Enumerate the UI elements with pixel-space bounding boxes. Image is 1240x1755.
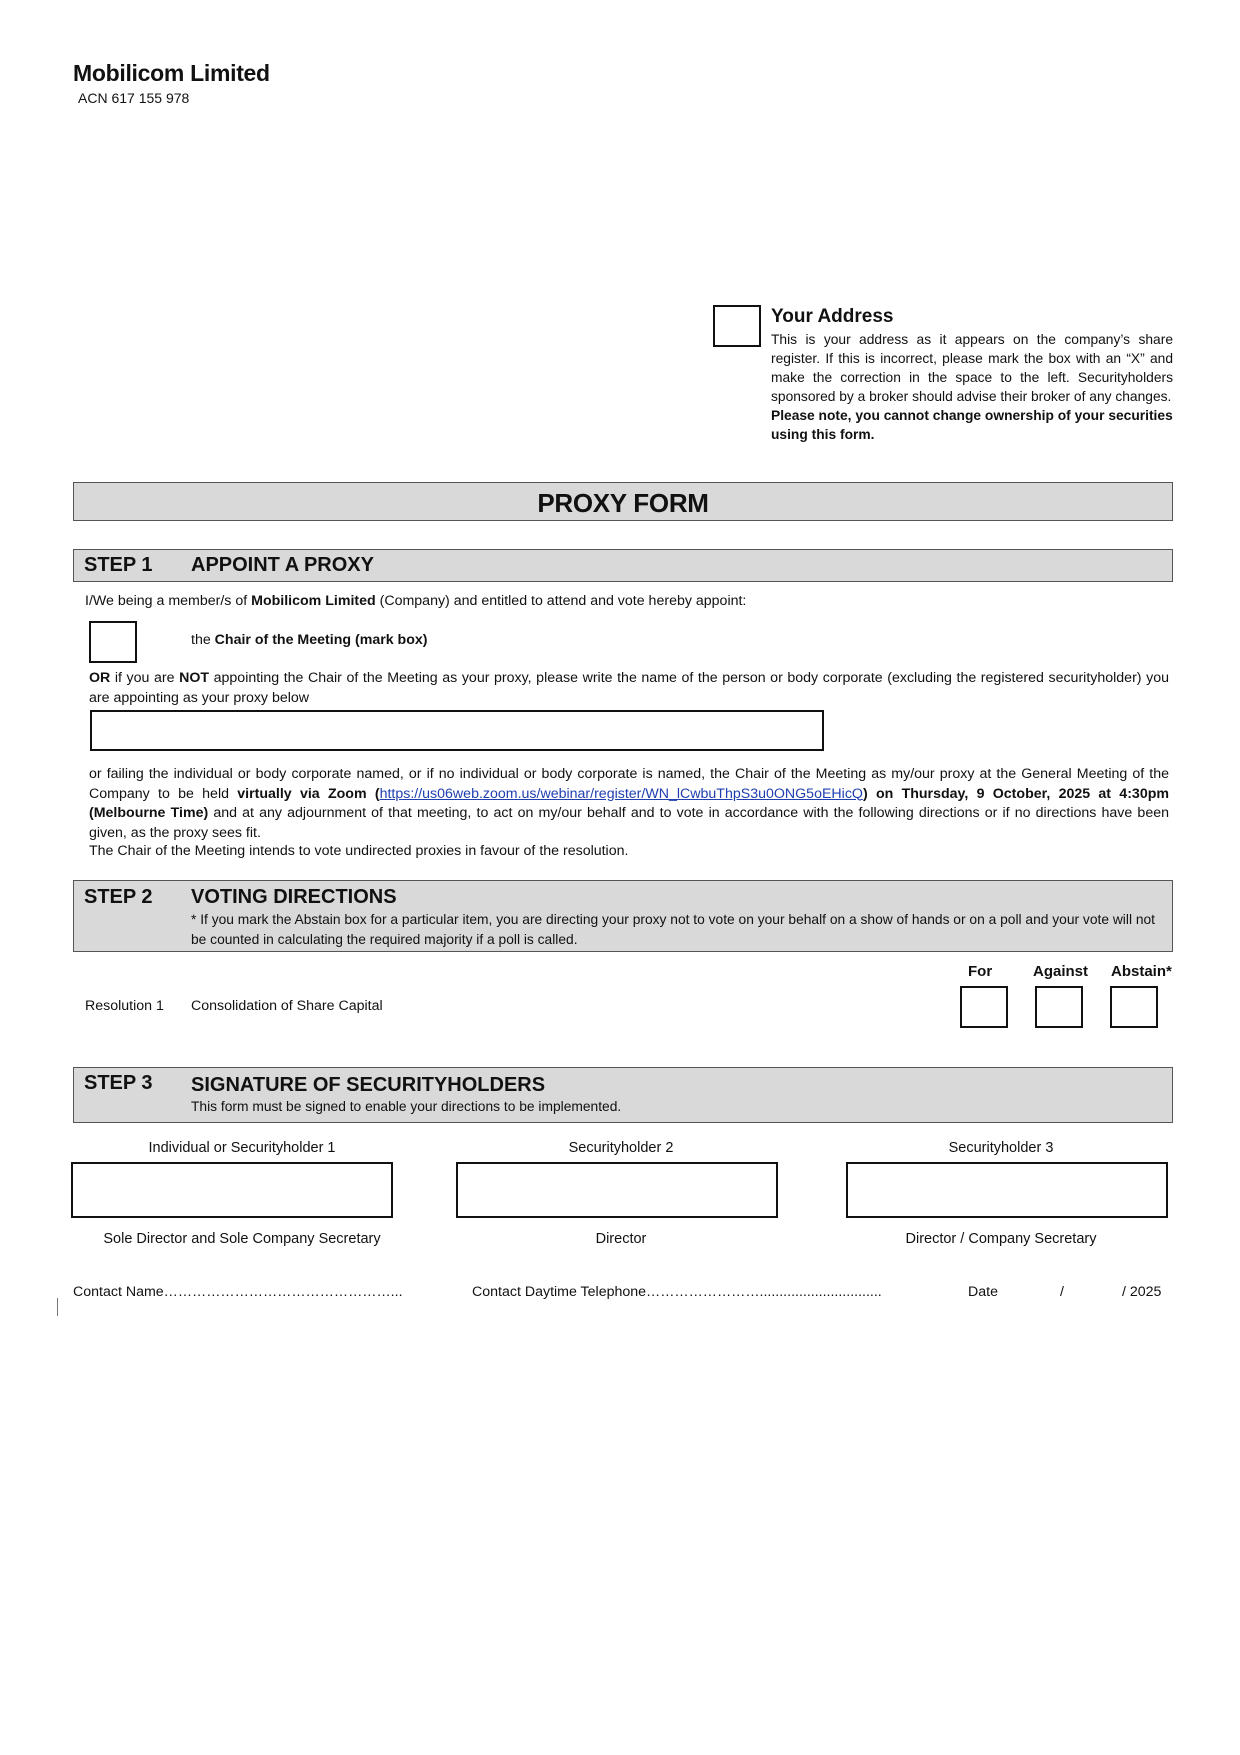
vote-for-checkbox[interactable] — [960, 986, 1008, 1028]
form-title: PROXY FORM — [537, 488, 709, 518]
address-ownership-note: Please note, you cannot change ownership of your securities using this form. — [771, 408, 1173, 442]
zoom-webinar-link[interactable]: https://us06web.zoom.us/webinar/register/WN_lCwbuThpS3u0ONG5oEHicQ — [379, 785, 863, 802]
securityholder-3-signature-box[interactable] — [846, 1162, 1168, 1218]
chair-voting-intention: The Chair of the Meeting intends to vote undirected proxies in favour of the resolution. — [89, 843, 629, 859]
step3-subtitle: This form must be signed to enable your directions to be implemented. — [191, 1099, 622, 1114]
vote-against-checkbox[interactable] — [1035, 986, 1083, 1028]
securityholder-1-role: Sole Director and Sole Company Secretary — [103, 1231, 381, 1247]
securityholder-3-label: Securityholder 3 — [948, 1140, 1054, 1156]
securityholder-2-signature-box[interactable] — [456, 1162, 778, 1218]
securityholder-2-role: Director — [595, 1231, 647, 1247]
step3-number: STEP 3 — [84, 1072, 153, 1094]
company-acn: ACN 617 155 978 — [78, 90, 190, 106]
chair-of-meeting-checkbox[interactable] — [89, 621, 137, 663]
proxy-name-input[interactable] — [90, 710, 824, 751]
column-against: Against — [1033, 963, 1089, 980]
contact-telephone-field[interactable]: Contact Daytime Telephone……………………............................... — [472, 1284, 882, 1300]
alternate-proxy-instruction: OR if you are NOT appointing the Chair of the Meeting as your proxy, please write the name of the person or body corporate (excluding the registered securityholder) you are appointing as your proxy below — [89, 670, 1169, 706]
step1-intro: I/We being a member/s of Mobilicom Limited (Company) and entitled to attend and vote hereby appoint: — [85, 593, 747, 609]
resolution-1-label: Resolution 1 — [85, 998, 164, 1014]
step3-title: SIGNATURE OF SECURITYHOLDERS — [191, 1074, 546, 1096]
address-correction-checkbox[interactable] — [713, 305, 761, 347]
text-cursor-mark — [57, 1298, 59, 1316]
contact-name-field[interactable]: Contact Name…………………………………………... — [73, 1284, 403, 1300]
step1-title: APPOINT A PROXY — [191, 554, 374, 576]
step2-number: STEP 2 — [84, 886, 153, 908]
abstain-note: * If you mark the Abstain box for a particular item, you are directing your proxy not to vote on your behalf on a show of hands or on a poll and your vote will not be counted in calculating the required majority if a poll is called. — [191, 912, 1156, 947]
address-title: Your Address — [771, 306, 894, 327]
securityholder-1-label: Individual or Securityholder 1 — [148, 1140, 336, 1156]
date-year: / 2025 — [1122, 1284, 1162, 1300]
date-separator: / — [1060, 1284, 1064, 1300]
securityholder-1-signature-box[interactable] — [71, 1162, 393, 1218]
step2-title: VOTING DIRECTIONS — [191, 886, 397, 908]
step1-number: STEP 1 — [84, 554, 153, 576]
securityholder-2-label: Securityholder 2 — [568, 1140, 674, 1156]
column-abstain: Abstain* — [1111, 963, 1172, 980]
chair-of-meeting-label: the Chair of the Meeting (mark box) — [191, 632, 428, 648]
column-for: For — [968, 963, 993, 980]
company-name: Mobilicom Limited — [73, 60, 270, 86]
securityholder-3-role: Director / Company Secretary — [905, 1231, 1097, 1247]
resolution-1-text: Consolidation of Share Capital — [191, 998, 383, 1014]
date-label: Date — [968, 1284, 998, 1300]
address-description: This is your address as it appears on the company’s share register. If this is incorrect, please mark the box with an “X” and make the correction in the space to the left. Securityholders sponsored by a broker should advise their broker of any changes. — [771, 332, 1173, 404]
proxy-appointment-text: or failing the individual or body corporate named, or if no individual or body corporate is named, the Chair of the Meeting as my/our proxy at the General Meeting of the Company to be held virtually via Zoom (https://us06web.zoom.us/webinar/register/WN_lCwbuThpS3u0ONG5oEHicQ) on Thursday, 9 October, 2025 at 4:30pm (Melbourne Time) and at any adjournment of that meeting, to act on my/our behalf and to vote in accordance with the following directions or if no directions have been given, as the proxy sees fit. — [89, 766, 1169, 841]
vote-abstain-checkbox[interactable] — [1110, 986, 1158, 1028]
